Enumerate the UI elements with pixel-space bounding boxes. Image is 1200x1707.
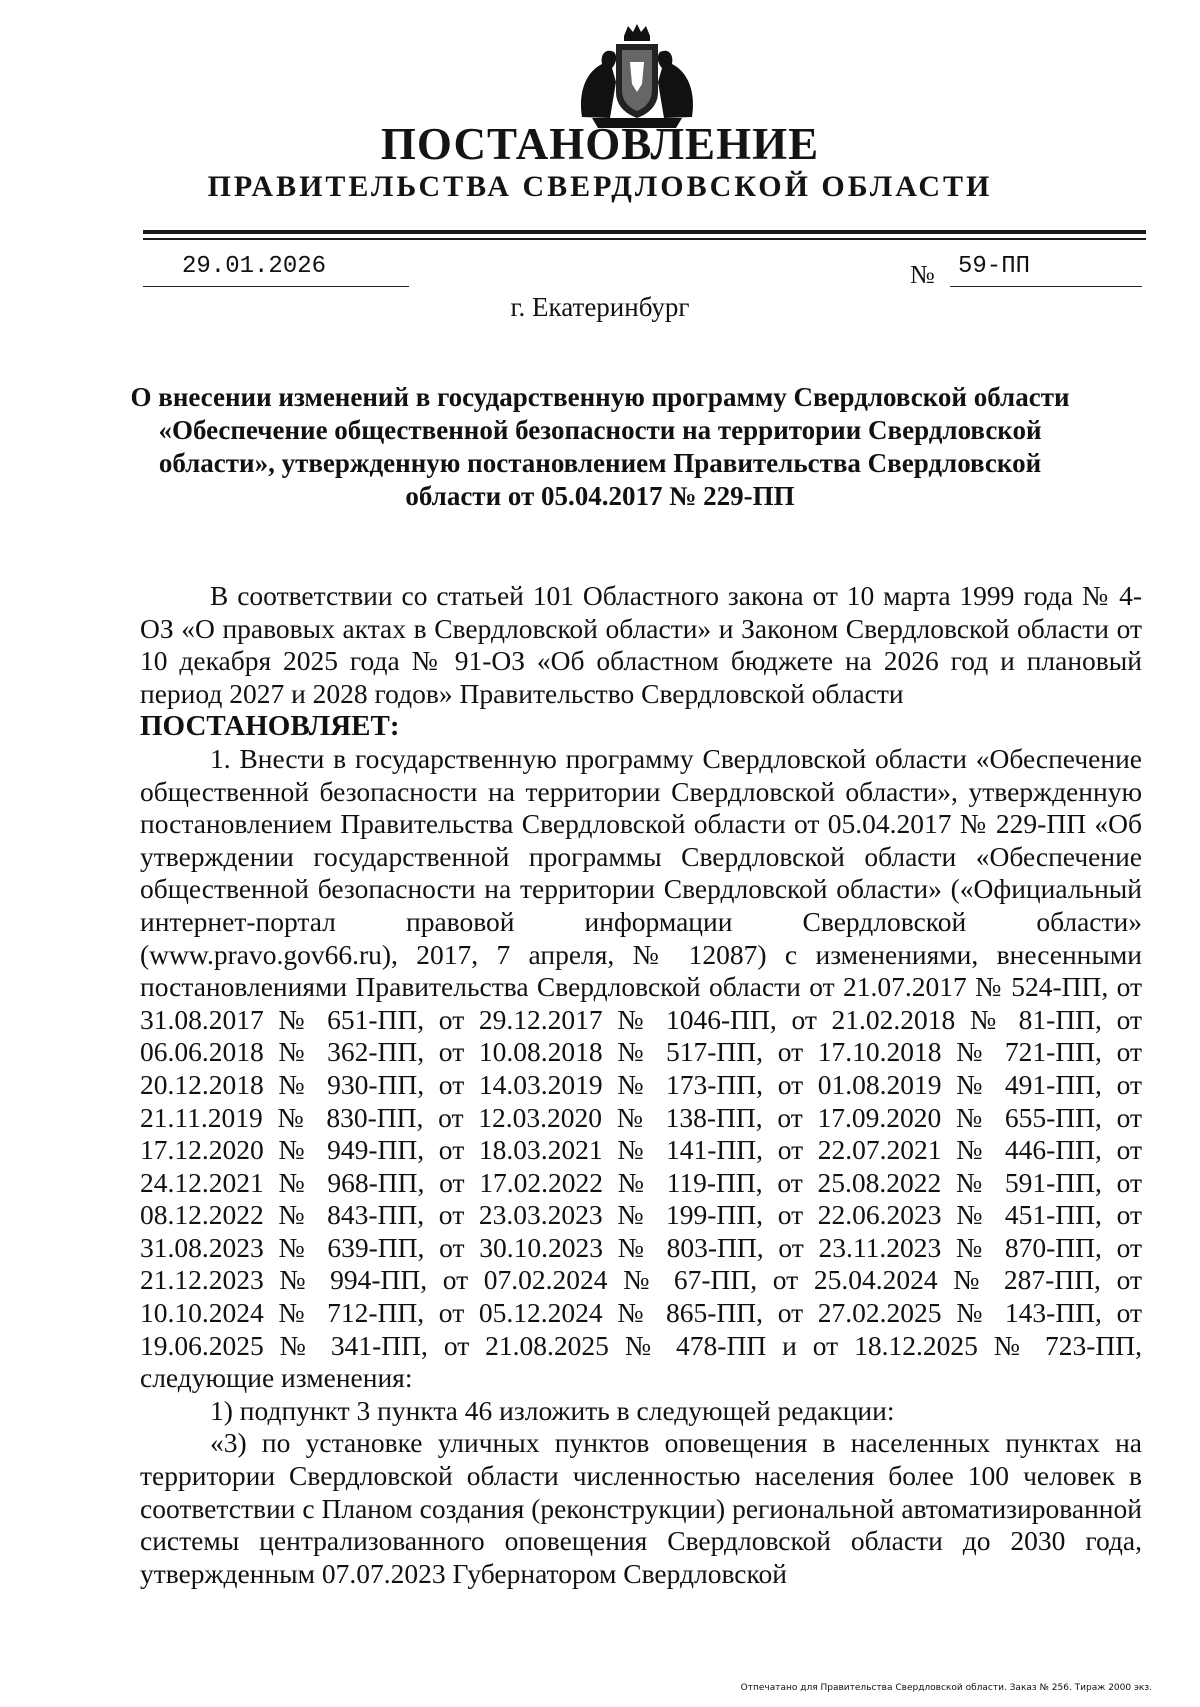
document-date: 29.01.2026 [182,253,327,280]
decree-word: ПОСТАНОВЛЯЕТ: [140,710,400,743]
decree-paragraph [140,710,1142,743]
document-body [140,580,1142,1590]
sverdlovsk-coat-of-arms-icon [572,22,702,130]
subitem-1-paragraph: 1) подпункт 3 пункта 46 изложить в следующей редакции: [210,1394,895,1426]
document-title: ПОСТАНОВЛЕНИЕ [380,119,820,169]
document-heading: О внесении изменений в государственную программу Свердловской области «Обеспечение общественной безопасности на территории Свердловской области», утвержденную постановлением Правительства Свердловской области от 05.04.2017 № 229-ПП [130,382,1070,511]
number-sign: № [910,260,935,289]
number-underline [950,286,1142,287]
header-divider-thin [143,238,1146,240]
preamble-paragraph: В соответствии со статьей 101 Областного закона от 10 марта 1999 года № 4-ОЗ «О правовых актах в Свердловской области» и Законом Свердловской области от 10 декабря 2025 года № 91-ОЗ «Об областном бюджете на 2026 год и плановый период 2027 и 2028 годов» Правительство Свердловской области [140,580,1142,709]
print-footer: Отпечатано для Правительства Свердловской области. Заказ № 256. Тираж 2000 экз. [740,1683,1152,1693]
quote-paragraph: «3) по установке уличных пунктов оповещения в населенных пунктах на территории Свердловской области численностью населения более 100 человек в соответствии с Планом создания (реконструкции) региональной автоматизированной системы централизованного оповещения Свердловской области до 2030 года, утвержденным 07.07.2023 Губернатором Свердловской [140,1427,1142,1589]
document-city: г. Екатеринбург [510,292,690,322]
date-underline [143,286,409,287]
document-number: 59-ПП [958,253,1031,280]
header-divider-thick [143,230,1146,234]
document-issuer: ПРАВИТЕЛЬСТВА СВЕРДЛОВСКОЙ ОБЛАСТИ [207,170,993,203]
item-1-paragraph: 1. Внести в государственную программу Свердловской области «Обеспечение общественной безопасности на территории Свердловской области», утвержденную постановлением Правительства Свердловской области от 05.04.2017 № 229-ПП «Об утверждении государственной программы Свердловской области «Обеспечение общественной безопасности на территории Свердловской области» («Официальный интернет-портал правовой информации Свердловской области» (www.pravo.gov66.ru), 2017, 7 апреля, № 12087) с изменениями, внесенными постановлениями Правительства Свердловской области от 21.07.2017 № 524-ПП, от 31.08.2017 № 651-ПП, от 29.12.2017 № 1046-ПП, от 21.02.2018 № 81-ПП, от 06.06.2018 № 362-ПП, от 10.08.2018 № 517-ПП, от 17.10.2018 № 721-ПП, от 20.12.2018 № 930-ПП, от 14.03.2019 № 173-ПП, от 01.08.2019 № 491-ПП, от 21.11.2019 № 830-ПП, от 12.03.2020 № 138-ПП, от 17.09.2020 № 655-ПП, от 17.12.2020 № 949-ПП, от 18.03.2021 № 141-ПП, от 22.07.2021 № 446-ПП, от 24.12.2021 № 968-ПП, от 17.02.2022 № 119-ПП, от 25.08.2022 № 591-ПП, от 08.12.2022 № 843-ПП, от 23.03.2023 № 199-ПП, от 22.06.2023 № 451-ПП, от 31.08.2023 № 639-ПП, от 30.10.2023 № 803-ПП, от 23.11.2023 № 870-ПП, от 21.12.2023 № 994-ПП, от 07.02.2024 № 67-ПП, от 25.04.2024 № 287-ПП, от 10.10.2024 № 712-ПП, от 05.12.2024 № 865-ПП, от 27.02.2025 № 143-ПП, от 19.06.2025 № 341-ПП, от 21.08.2025 № 478-ПП и от 18.12.2025 № 723-ПП, следующие изменения: [140,742,1142,1394]
